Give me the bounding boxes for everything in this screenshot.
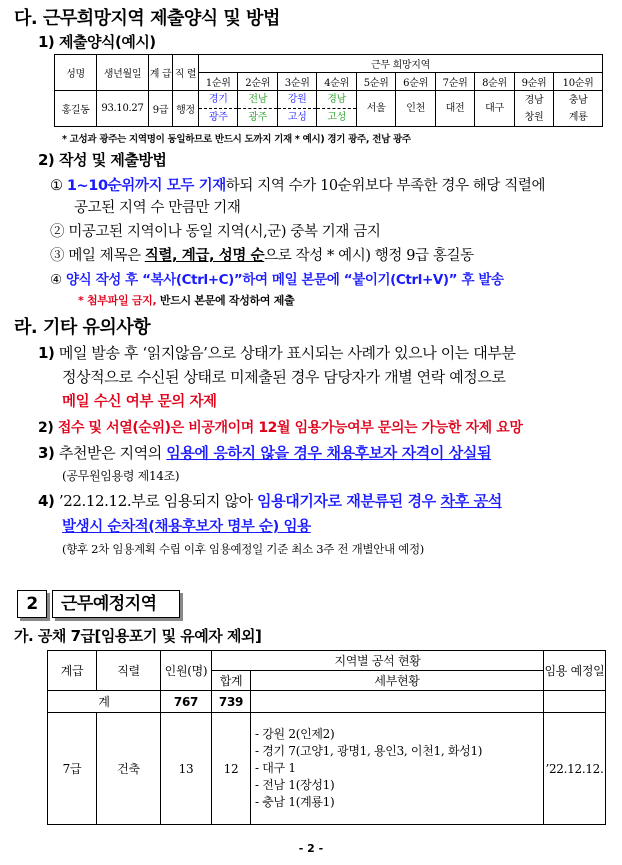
form-sample-table <box>54 54 603 127</box>
th-detail: 세부현황 <box>251 671 544 691</box>
row-job: 건축 <box>97 713 161 825</box>
rank-header: 2순위 <box>238 73 277 91</box>
vacancy-table <box>47 650 606 825</box>
choice-word: 고성 <box>327 112 346 123</box>
section-da-heading: 다. 근무희망지역 제출양식 및 방법 <box>14 8 280 29</box>
method-item-2: ② 미공고된 지역이나 동일 지역(시,군) 중복 기재 금지 <box>50 224 381 240</box>
rank-header: 7순위 <box>435 73 474 91</box>
section-number: 2 <box>26 594 38 614</box>
detail-line: - 충남 1(계룡1) <box>255 795 335 809</box>
choice-cell <box>554 91 603 127</box>
rank-header: 5순위 <box>356 73 395 91</box>
th-total: 합계 <box>212 671 251 691</box>
rank-header: 1순위 <box>199 73 238 91</box>
detail-line: - 전남 1(장성1) <box>255 778 335 792</box>
note-item-1: 1) 메일 발송 후 ‘읽지않음’으로 상태가 표시되는 사례가 있으나 이는 대부분 <box>38 344 516 362</box>
choice-word: 경기 <box>199 91 237 109</box>
choice-word: 광주 <box>208 112 228 123</box>
form-sample-heading: 1) 제출양식(예시) <box>38 33 156 51</box>
choice-word: 충남 <box>568 94 588 106</box>
choice-cell <box>396 91 435 127</box>
choice-word: 계룡 <box>568 111 588 123</box>
th-status: 지역별 공석 현황 <box>212 651 544 671</box>
section-title-box <box>52 590 180 618</box>
sum-date <box>544 691 606 713</box>
col-job: 직 렬 <box>173 55 199 91</box>
col-grade: 계 급 <box>149 55 173 91</box>
choice-cell <box>199 91 238 127</box>
sum-count: 767 <box>161 691 212 713</box>
rank-header: 10순위 <box>554 73 603 91</box>
choice-word: 전남 <box>238 91 276 109</box>
section-title: 근무예정지역 <box>61 594 157 614</box>
choice-cell <box>277 91 316 127</box>
section2-subheading: 가. 공채 7급[임용포기 및 유예자 제외] <box>14 627 262 645</box>
method-item-1-cont: 공고된 지역 수 만큼만 기재 <box>74 200 241 216</box>
detail-line: - 대구 1 <box>255 761 296 775</box>
note-item-4-line2: 발생시 순차적(채용후보자 명부 순) 임용 <box>62 519 311 535</box>
method-heading: 2) 작성 및 제출방법 <box>38 151 167 169</box>
th-date: 임용 예정일 <box>544 651 606 691</box>
choice-cell <box>514 91 553 127</box>
row-grade: 7급 <box>48 713 97 825</box>
detail-line: - 경기 7(고양1, 광명1, 용인3, 이천1, 화성1) <box>255 744 483 758</box>
note-item-4-line3: (향후 2차 임용계획 수립 이후 임용예정일 기준 최소 3주 전 개별안내 예정) <box>62 542 424 556</box>
choice-cell <box>356 91 395 127</box>
choice-word: 창원 <box>524 111 544 123</box>
row-detail <box>251 713 544 825</box>
choice-cell <box>435 91 474 127</box>
row-date: ’22.12.12. <box>544 713 606 825</box>
sum-label: 계 <box>48 691 161 713</box>
method-item-3: ③ 메일 제목은 직렬, 계급, 성명 순으로 작성 * 예시) 행정 9급 홍길동 <box>50 248 474 264</box>
detail-line: - 강원 2(인제2) <box>255 727 335 741</box>
col-name: 성명 <box>55 55 97 91</box>
form-note: * 고성과 광주는 지역명이 동일하므로 반드시 도까지 기재 * 예시) 경기 광주, 전남 광주 <box>62 134 411 145</box>
method-item-1: ① 1~10순위까지 모두 기재하되 지역 수가 10순위보다 부족한 경우 해당 직렬에 <box>50 178 546 194</box>
choice-word: 고성 <box>287 112 307 123</box>
choice-word: 경남 <box>524 94 544 106</box>
rank-header: 4순위 <box>317 73 356 91</box>
cell-birth: 93.10.27 <box>97 91 149 127</box>
choice-cell <box>317 91 356 127</box>
sum-total: 739 <box>212 691 251 713</box>
section-number-box <box>17 590 47 618</box>
section-ra-heading: 라. 기타 유의사항 <box>14 317 151 338</box>
choice-word: 서울 <box>366 103 386 114</box>
cell-name: 홍길동 <box>55 91 97 127</box>
cell-grade: 9급 <box>149 91 173 127</box>
choice-word: 광주 <box>248 112 268 123</box>
row-total: 12 <box>212 713 251 825</box>
choice-word: 경남 <box>317 91 355 109</box>
cell-job: 행정 <box>173 91 199 127</box>
note-item-3-ref: (공무원임용령 제14조) <box>62 469 180 483</box>
rank-header: 3순위 <box>277 73 316 91</box>
choice-cell <box>238 91 277 127</box>
th-grade: 계급 <box>48 651 97 691</box>
note-item-2: 2) 접수 및 서열(순위)은 비공개이며 12월 임용가능여부 문의는 가능한 자제 요망 <box>38 420 523 436</box>
col-birth: 생년월일 <box>97 55 149 91</box>
choice-word: 인천 <box>406 103 425 114</box>
method-item-4: ④ 양식 작성 후 “복사(Ctrl+C)”하여 메일 본문에 “붙이기(Ctrl+V)” 후 발송 <box>50 272 504 288</box>
choice-word: 대구 <box>485 103 504 114</box>
choice-word: 강원 <box>278 91 316 109</box>
row-count: 13 <box>161 713 212 825</box>
th-job: 직렬 <box>97 651 161 691</box>
note-item-3: 3) 추천받은 지역의 임용에 응하지 않을 경우 채용후보자 자격이 상실됨 <box>38 444 492 462</box>
th-count: 인원(명) <box>161 651 212 691</box>
rank-header: 8순위 <box>475 73 514 91</box>
note-item-1-line3: 메일 수신 여부 문의 자제 <box>62 394 217 410</box>
page-number: - 2 - <box>298 842 324 855</box>
choice-word: 대전 <box>445 103 465 114</box>
rank-header: 6순위 <box>396 73 435 91</box>
note-item-1-line2: 정상적으로 수신된 상태로 미제출된 경우 담당자가 개별 연락 예정으로 <box>62 368 506 386</box>
sum-detail <box>251 691 544 713</box>
choice-cell <box>475 91 514 127</box>
method-item-4-note: * 첨부파일 금지, 반드시 본문에 작성하여 제출 <box>78 294 295 307</box>
note-item-4: 4) ’22.12.12.부로 임용되지 않아 임용대기자로 재분류된 경우 차후 공석 <box>38 492 502 510</box>
col-wish-region: 근무 희망지역 <box>199 55 603 73</box>
rank-header: 9순위 <box>514 73 553 91</box>
